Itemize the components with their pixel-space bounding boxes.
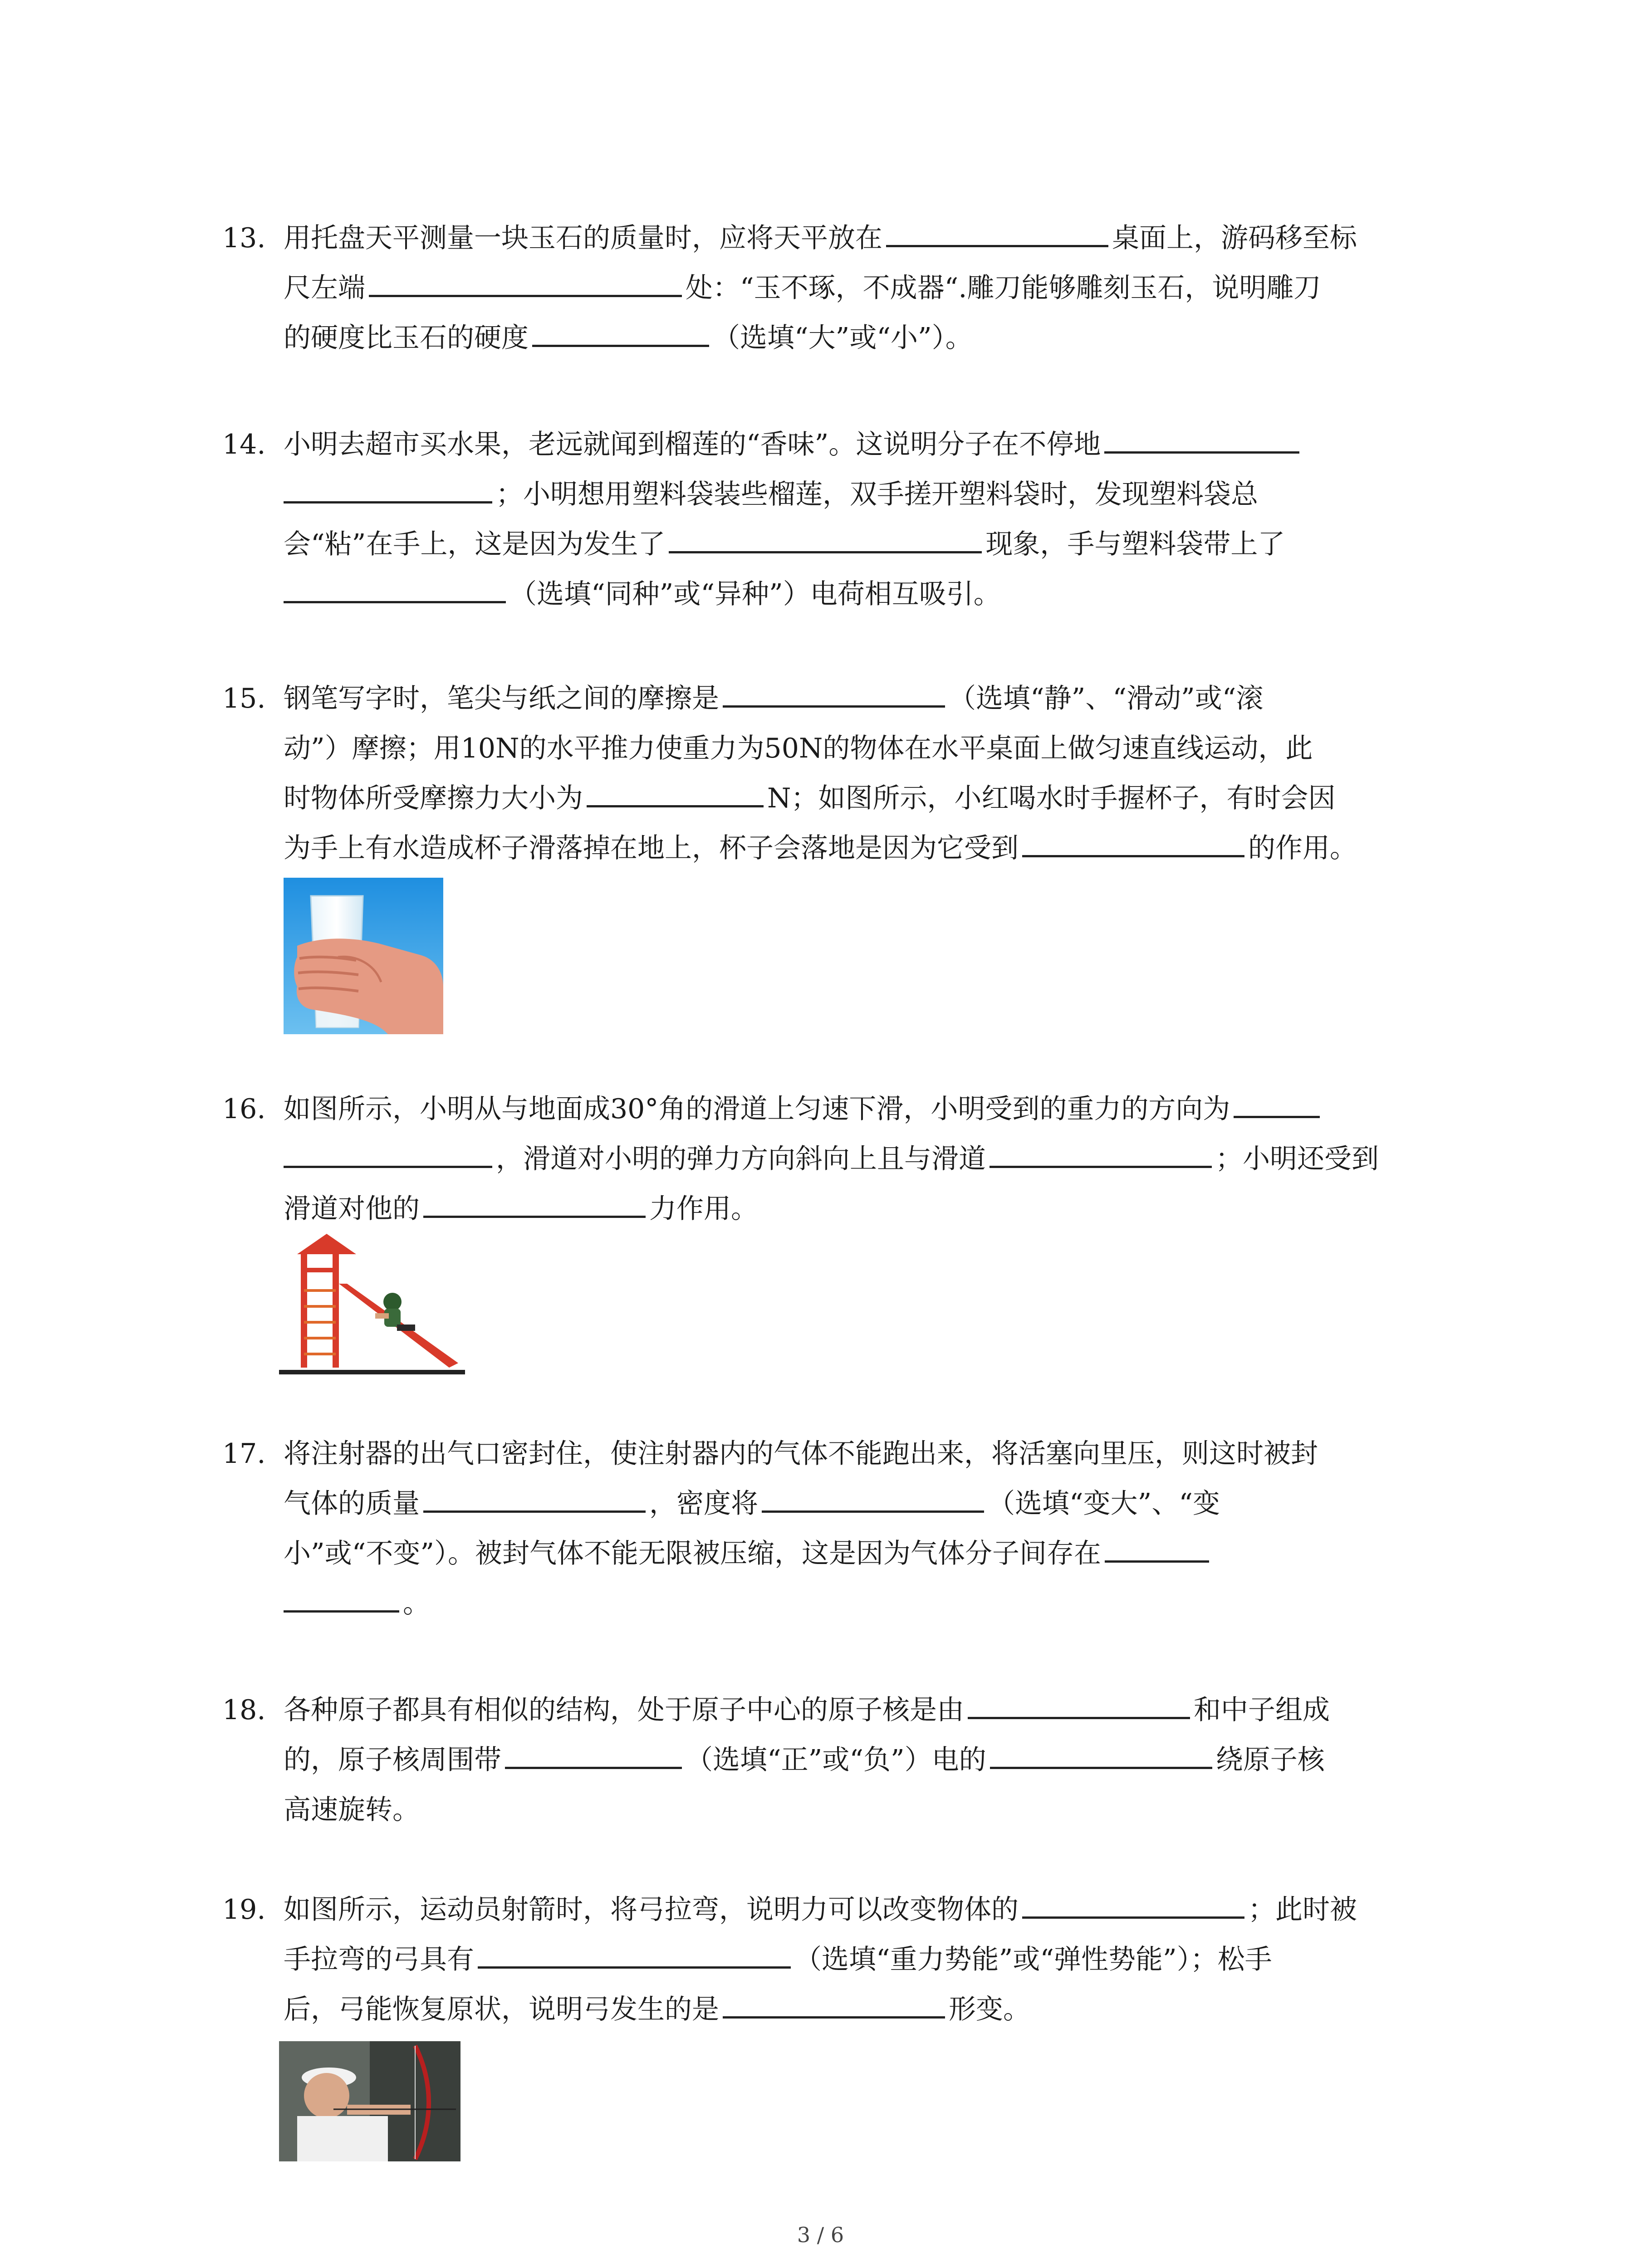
q19-line-1: 19. 如图所示，运动员射箭时，将弓拉弯，说明力可以改变物体的 ；此时被 <box>222 1885 1357 1935</box>
answer-blank[interactable] <box>478 1942 791 1969</box>
answer-blank[interactable] <box>990 1742 1212 1769</box>
q18-line-3: 高速旋转。 <box>284 1794 420 1826</box>
answer-blank[interactable] <box>762 1486 984 1513</box>
slide-icon <box>279 1234 465 1383</box>
answer-blank[interactable] <box>1104 427 1299 454</box>
answer-blank[interactable] <box>369 270 682 297</box>
question-number: 19. <box>222 1894 266 1926</box>
answer-blank[interactable] <box>423 1486 646 1513</box>
question-number: 13. <box>222 222 266 254</box>
q15-line-4: 为手上有水造成杯子滑落掉在地上，杯子会落地是因为它受到 的作用。 <box>284 823 1357 873</box>
question-number: 17. <box>222 1438 266 1470</box>
q17-line-4: 。 <box>284 1579 430 1628</box>
answer-blank[interactable] <box>1022 831 1244 857</box>
q16-line-2: ，滑道对小明的弹力方向斜向上且与滑道 ；小明还受到 <box>284 1134 1379 1184</box>
answer-blank[interactable] <box>1234 1091 1320 1118</box>
archer-icon <box>279 2041 460 2161</box>
answer-blank[interactable] <box>532 320 709 347</box>
q16-line-3: 滑道对他的 力作用。 <box>284 1184 758 1234</box>
q14-line-3: 会“粘”在手上，这是因为发生了 现象，手与塑料袋带上了 <box>284 519 1285 569</box>
question-number: 16. <box>222 1093 266 1125</box>
answer-blank[interactable] <box>284 1141 492 1168</box>
answer-blank[interactable] <box>723 681 945 708</box>
glass-in-hand-icon <box>284 878 443 1034</box>
answer-blank[interactable] <box>587 781 764 807</box>
question-number: 15. <box>222 683 266 714</box>
slide-image <box>279 1234 465 1383</box>
answer-blank[interactable] <box>423 1191 646 1218</box>
q13-line-1: 13. 用托盘天平测量一块玉石的质量时，应将天平放在 桌面上，游码移至标 <box>222 213 1357 263</box>
answer-blank[interactable] <box>669 527 982 553</box>
answer-blank[interactable] <box>1022 1892 1244 1919</box>
archer-image <box>279 2041 460 2161</box>
q18-line-1: 18. 各种原子都具有相似的结构，处于原子中心的原子核是由 和中子组成 <box>222 1685 1330 1735</box>
answer-blank[interactable] <box>505 1742 682 1769</box>
q15-line-1: 15. 钢笔写字时，笔尖与纸之间的摩擦是 （选填“静”、“滑动”或“滚 <box>222 674 1263 723</box>
q13-line-3: 的硬度比玉石的硬度 （选填“大”或“小”）。 <box>284 313 973 363</box>
q14-line-2: ；小明想用塑料袋装些榴莲，双手搓开塑料袋时，发现塑料袋总 <box>284 469 1258 519</box>
q14-line-1: 14. 小明去超市买水果，老远就闻到榴莲的“香味”。这说明分子在不停地 <box>222 420 1303 469</box>
q19-line-2: 手拉弯的弓具有 （选填“重力势能”或“弹性势能”）；松手 <box>284 1935 1272 1984</box>
answer-blank[interactable] <box>284 577 506 603</box>
q16-line-1: 16. 如图所示，小明从与地面成30°角的滑道上匀速下滑，小明受到的重力的方向为 <box>222 1084 1323 1134</box>
q13-line-2: 尺左端 处：“玉不琢，不成器“.雕刀能够雕刻玉石，说明雕刀 <box>284 263 1321 313</box>
q15-line-2: 动”）摩擦；用10N的水平推力使重力为50N的物体在水平桌面上做匀速直线运动，此 <box>284 733 1313 764</box>
question-number: 18. <box>222 1694 266 1726</box>
answer-blank[interactable] <box>968 1692 1190 1719</box>
answer-blank[interactable] <box>284 1586 399 1613</box>
answer-blank[interactable] <box>284 477 492 503</box>
page-number: 3 / 6 <box>797 2223 844 2247</box>
answer-blank[interactable] <box>886 220 1108 247</box>
question-number: 14. <box>222 429 266 460</box>
answer-blank[interactable] <box>1105 1536 1209 1563</box>
q19-line-3: 后，弓能恢复原状，说明弓发生的是 形变。 <box>284 1984 1030 2034</box>
q17-line-3: 小”或“不变”）。被封气体不能无限被压缩，这是因为气体分子间存在 <box>284 1529 1213 1579</box>
q17-line-1: 17. 将注射器的出气口密封住，使注射器内的气体不能跑出来，将活塞向里压，则这时被封 <box>222 1429 1318 1479</box>
q14-line-4: （选填“同种”或“异种”）电荷相互吸引。 <box>284 569 1001 619</box>
q15-line-3: 时物体所受摩擦力大小为 N；如图所示，小红喝水时手握杯子，有时会因 <box>284 773 1336 823</box>
answer-blank[interactable] <box>989 1141 1212 1168</box>
q17-line-2: 气体的质量 ，密度将 （选填“变大”、“变 <box>284 1479 1220 1529</box>
glass-in-hand-image <box>284 878 443 1034</box>
q18-line-2: 的，原子核周围带 （选填“正”或“负”）电的 绕原子核 <box>284 1735 1325 1785</box>
answer-blank[interactable] <box>723 1992 945 2019</box>
